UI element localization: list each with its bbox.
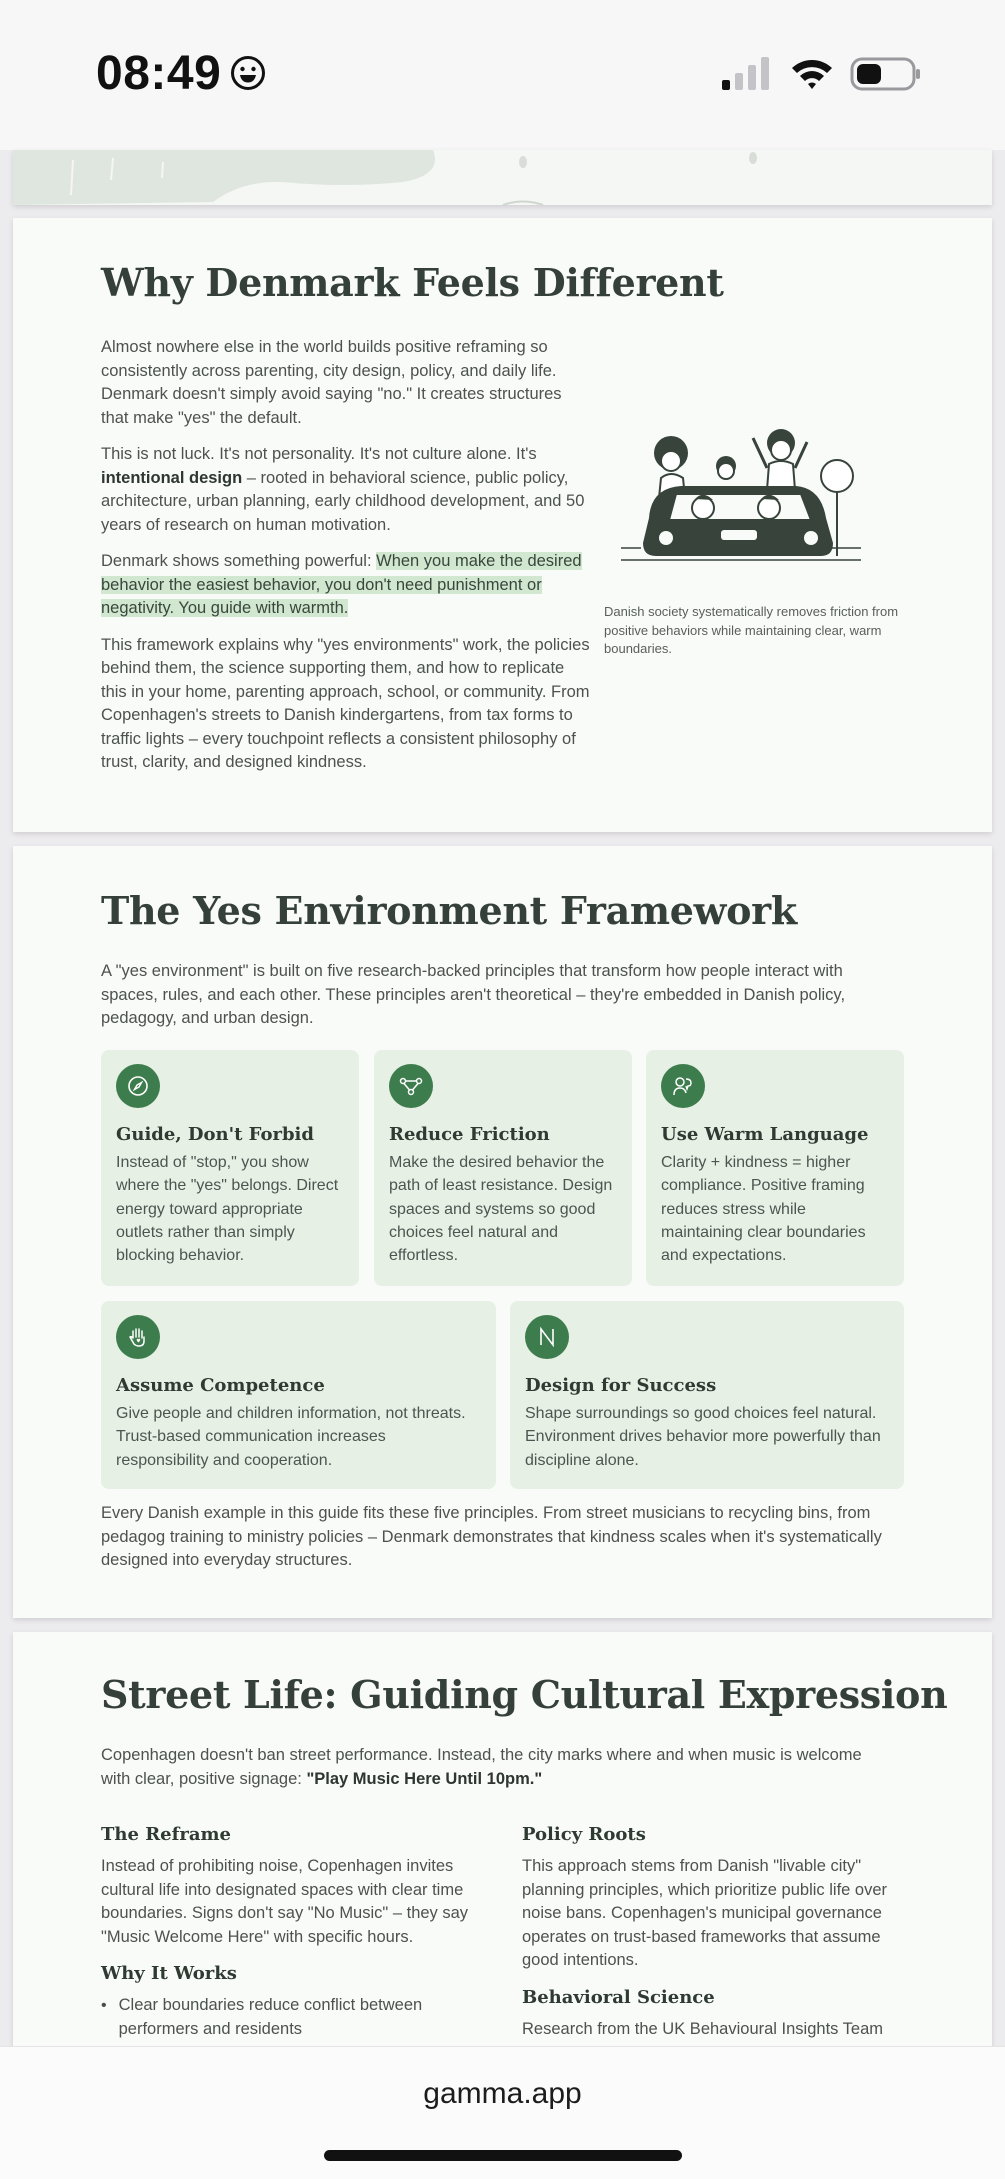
text-run: Denmark shows something powerful:	[101, 552, 377, 570]
framework-card	[13, 846, 992, 1618]
principle-text: Clarity + kindness = higher compliance. Positive framing reduces stress while maintaining clear boundaries and expectations.	[661, 1154, 866, 1265]
principle-text: Instead of "stop," you show where the "yes" belongs. Direct energy toward appropriate outlets rather than simply blocking behavior.	[116, 1154, 339, 1265]
subheading: The Reframe	[101, 1824, 231, 1845]
compass-icon	[116, 1064, 160, 1108]
smiley-icon	[230, 55, 266, 91]
paragraph: Instead of prohibiting noise, Copenhagen invites cultural life into designated spaces with clear time boundaries. Signs don't say "No Music" – they say "Music Welcome Here" with specific hours.	[101, 1857, 469, 1946]
family-car-illustration	[621, 398, 861, 588]
street-life-card	[13, 1632, 992, 2062]
image-caption: Danish society systematically removes friction from positive behaviors while maintaining clear, warm boundaries.	[604, 604, 899, 656]
section-body	[101, 336, 591, 788]
subheading: Behavioral Science	[522, 1986, 715, 2008]
principle-text: Give people and children information, not threats. Trust-based communication increases responsibility and cooperation.	[116, 1405, 466, 1469]
hand-heart-icon	[116, 1315, 160, 1359]
principle-card	[510, 1301, 904, 1489]
highlighted-text: When you make the desired behavior the easiest behavior, you don't need punishment or negativity. You guide with warmth.	[101, 552, 582, 617]
principle-card	[101, 1050, 359, 1286]
n-letter-icon	[525, 1315, 569, 1359]
status-bar	[0, 0, 1005, 150]
section-title: Street Life: Guiding Cultural Expression	[101, 1672, 948, 1717]
principle-title: Use Warm Language	[661, 1124, 869, 1145]
paragraph: This framework explains why "yes environments" work, the policies behind them, the science supporting them, and how to replicate this in your home, parenting approach, school, or community. From Copenhagen's streets to Danish kindergartens, from tax forms to traffic lights – every touchpoint reflects a consistent philosophy of trust, clarity, and designed kindness.	[101, 635, 590, 771]
list-item-text: Clear boundaries reduce conflict between performers and residents	[118, 1996, 423, 2038]
principle-title: Design for Success	[525, 1375, 717, 1396]
paragraph	[101, 550, 591, 621]
battery-icon	[850, 56, 922, 92]
principle-text: Make the desired behavior the path of least resistance. Design spaces and systems so good choices feel natural and effortless.	[389, 1154, 613, 1265]
section-outro: Every Danish example in this guide fits these five principles. From street musicians to recycling bins, from pedagog training to ministry policies – Denmark demonstrates that kindness scales when it's systematically designed into everyday structures.	[101, 1504, 882, 1569]
subheading: Policy Roots	[522, 1824, 646, 1845]
decorative-illustration	[13, 150, 992, 205]
paragraph: Research from the UK Behavioural Insights Team	[522, 2019, 884, 2038]
paragraph: Almost nowhere else in the world builds positive reframing so consistently across parenting, city design, policy, and daily life. Denmark doesn't simply avoid saying "no." It creates structures that make "yes" the default.	[101, 338, 562, 427]
url-bar[interactable]: gamma.app	[423, 2077, 582, 2110]
section-title: The Yes Environment Framework	[101, 888, 797, 933]
previous-card-remnant	[13, 150, 992, 205]
section-intro	[101, 1744, 891, 1791]
principle-title: Guide, Don't Forbid	[116, 1124, 314, 1145]
principle-title: Assume Competence	[116, 1375, 325, 1396]
text-run: Copenhagen doesn't ban street performance. Instead, the city marks where and when music is welcome with clear, positive signage:	[101, 1746, 862, 1788]
bold-text: intentional design	[101, 468, 243, 487]
left-column	[101, 1824, 481, 2055]
route-icon	[389, 1064, 433, 1108]
paragraph	[101, 443, 591, 537]
right-column	[522, 1824, 902, 2055]
speech-icon	[661, 1064, 705, 1108]
bold-text: "Play Music Here Until 10pm."	[306, 1769, 543, 1788]
bullet-icon: •	[101, 1997, 107, 2014]
why-denmark-card	[13, 218, 992, 832]
principle-card	[374, 1050, 632, 1286]
principle-title: Reduce Friction	[389, 1124, 550, 1145]
paragraph: This approach stems from Danish "livable city" planning principles, which prioritize public life over noise bans. Copenhagen's municipal governance operates on trust-based frameworks that assume good intentions.	[522, 1857, 888, 1969]
status-time: 08:49	[96, 47, 222, 100]
principle-card	[646, 1050, 904, 1286]
home-indicator[interactable]	[324, 2150, 682, 2161]
subheading: Why It Works	[101, 1963, 237, 1984]
text-run: This is not luck. It's not personality. It's not culture alone. It's	[101, 445, 537, 463]
text-run: – rooted in behavioral science, public policy, architecture, urban planning, early childhood development, and 50 years of research on human motivation.	[101, 468, 585, 534]
cellular-signal-icon	[720, 56, 772, 92]
browser-bottom-bar	[0, 2046, 1005, 2179]
section-intro: A "yes environment" is built on five research-backed principles that transform how people interact with spaces, rules, and each other. These principles aren't theoretical – they're embedded in Danish policy, pedagogy, and urban design.	[101, 962, 846, 1027]
section-title: Why Denmark Feels Different	[101, 260, 724, 305]
principle-text: Shape surroundings so good choices feel natural. Environment drives behavior more powerfully than discipline alone.	[525, 1405, 881, 1469]
wifi-icon	[790, 56, 834, 92]
principle-card	[101, 1301, 496, 1489]
